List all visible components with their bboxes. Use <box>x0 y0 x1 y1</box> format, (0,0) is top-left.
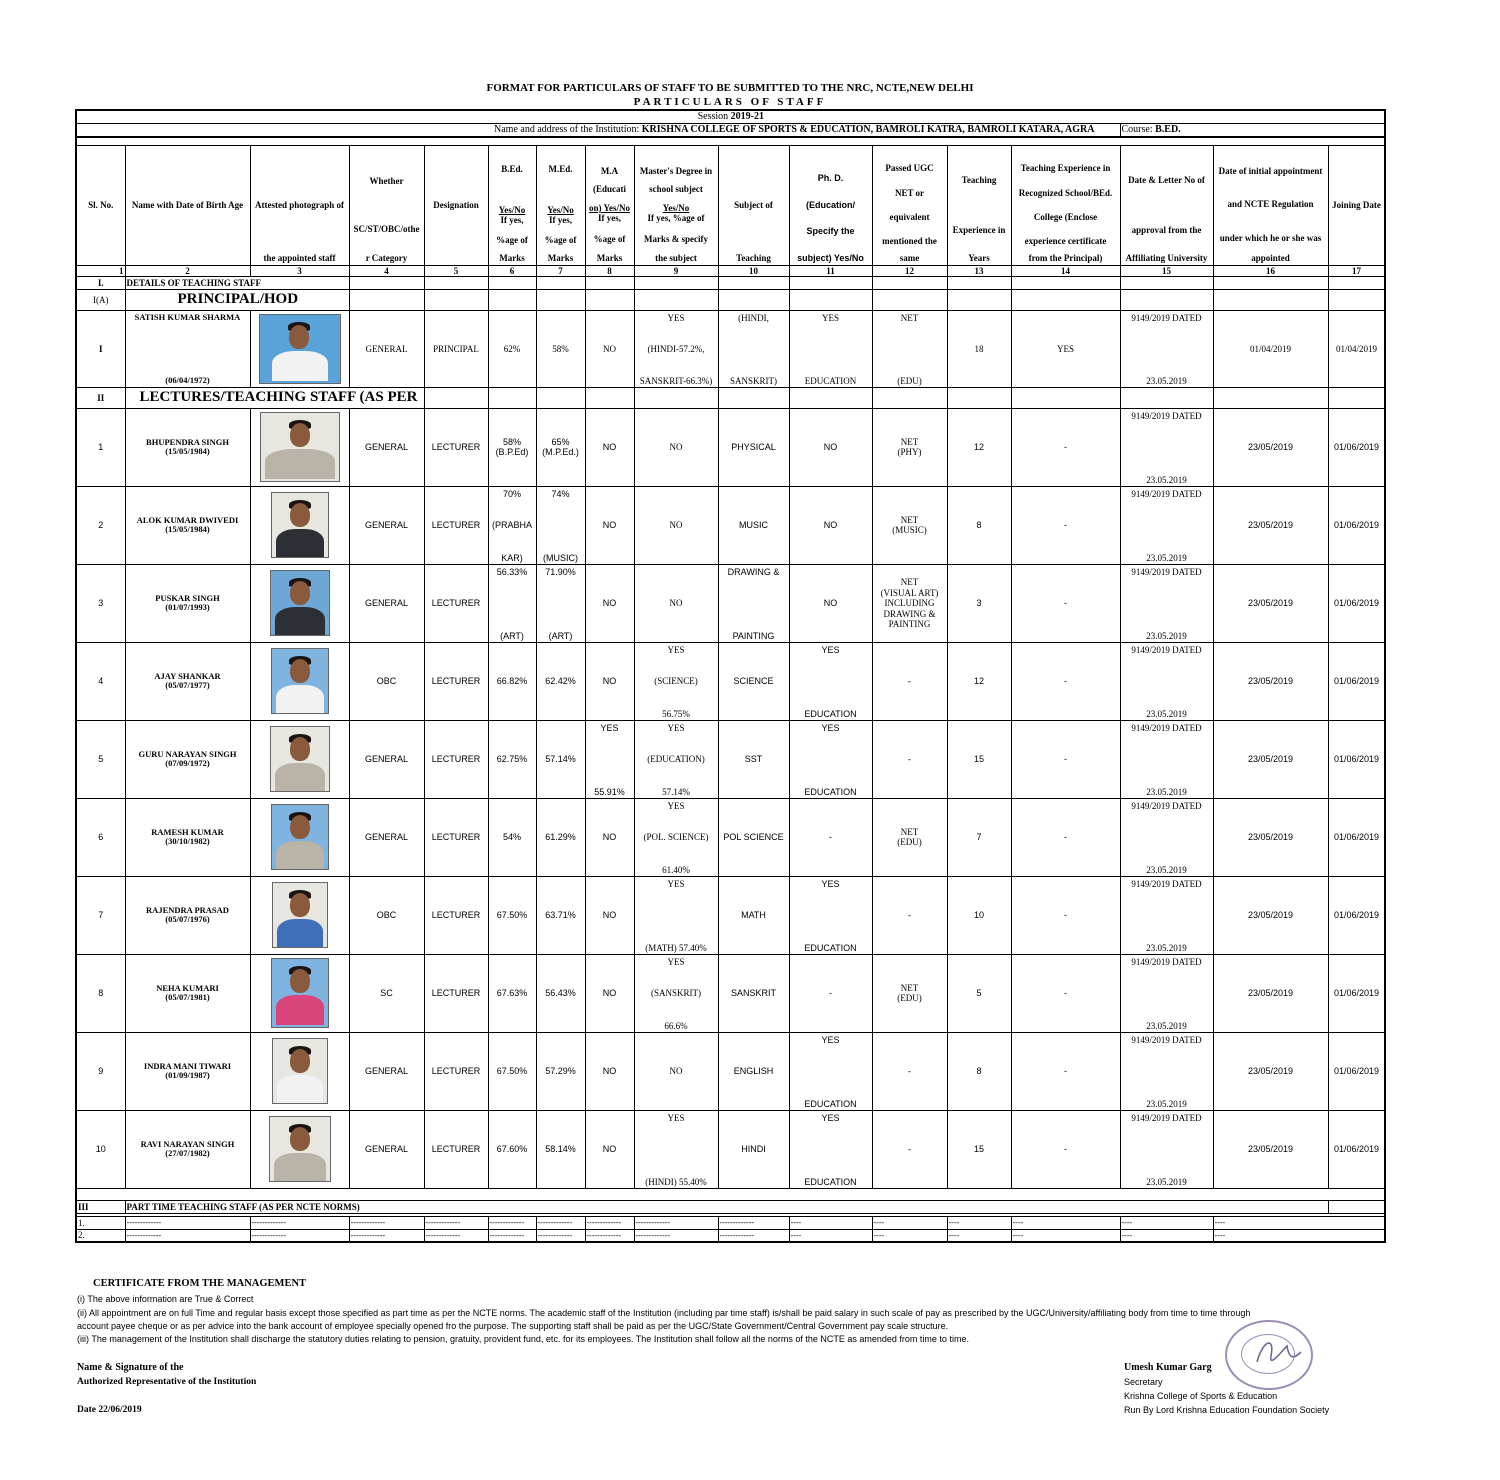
principal-row: I SATISH KUMAR SHARMA (06/04/1972) GENERAL PRINCIPAL 62% 58% NO YES (HINDI-57.2%, SANSKRIT-66.3%) (HINDI, SANSKRIT) YES EDUCATION NET (EDU) 18 YES 9149/2019 DATED 23.05.2019 01/04/2019 01/04/2019 <box>76 310 1385 387</box>
header-designation: Designation <box>424 145 488 265</box>
header-experience-school: Teaching Experience in Recognized School/BEd. College (Enclose experience certificate from the Principal) <box>1011 145 1120 265</box>
staff-photo-cell <box>250 720 349 798</box>
header-experience: Teaching Experience in Years <box>947 145 1011 265</box>
col-number: 11 <box>789 265 872 276</box>
column-number-row <box>76 265 1385 276</box>
staff-row: 9 INDRA MANI TIWARI (01/09/1987) GENERAL LECTURER 67.50% 57.29% NO NO ENGLISH YES EDUCATION - 8 - 9149/2019 DATED 23.05.2019 23/05/2019 01/06/2019 <box>76 1032 1385 1110</box>
staff-name-cell: PUSKAR SINGH (01/07/1993) <box>125 564 250 642</box>
staff-sl-no: 8 <box>76 954 125 1032</box>
signatory-society: Run By Lord Krishna Education Foundation Society <box>1124 1405 1330 1415</box>
staff-photo-cell <box>250 954 349 1032</box>
staff-row: 1 BHUPENDRA SINGH (15/05/1984) GENERAL LECTURER 58% (B.P.Ed) 65% (M.P.Ed.) NO NO PHYSICAL NO NET (PHY) 12 - 9149/2019 DATED 23.05.2019 23/05/2019 01/06/2019 <box>76 408 1385 486</box>
session-value: 2019-21 <box>730 111 764 122</box>
part-time-row: 1. ------------- ------------- ------------- ------------- ------------- ------------- ------------- ------------- ------------- ---- ---- ---- ---- ---- ---- <box>76 1216 1385 1229</box>
header-med: M.Ed. Yes/No If yes, %age of Marks <box>536 145 585 265</box>
session-row <box>76 110 1385 123</box>
col-number: 16 <box>1213 265 1328 276</box>
col-number: 15 <box>1120 265 1213 276</box>
signatory-role: Secretary <box>1124 1377 1163 1387</box>
staff-name-cell: RAJENDRA PRASAD (05/07/1976) <box>125 876 250 954</box>
staff-sl-no: 3 <box>76 564 125 642</box>
certificate-point-1: (i) The above information are True & Correct <box>77 1294 254 1304</box>
staff-sl-no: 6 <box>76 798 125 876</box>
staff-photo <box>260 412 340 482</box>
header-category: Whether SC/ST/OBC/othe r Category <box>349 145 424 265</box>
staff-sl-no: 5 <box>76 720 125 798</box>
header-subject: Subject of Teaching <box>718 145 789 265</box>
part-time-row: 2. ------------- ------------- ------------- ------------- ------------- ------------- ------------- ------------- ------------- ---- ---- ---- ---- ---- ---- <box>76 1229 1385 1242</box>
staff-photo-cell <box>250 642 349 720</box>
staff-name-cell: RAVI NARAYAN SINGH (27/07/1982) <box>125 1110 250 1188</box>
header-bed: B.Ed. Yes/No If yes, %age of Marks <box>488 145 536 265</box>
staff-photo <box>271 958 329 1028</box>
header-row <box>76 145 1385 265</box>
col-number: 2 <box>125 265 250 276</box>
header-ma: M.A (Educati on) Yes/No If yes, %age of Marks <box>585 145 634 265</box>
staff-photo <box>270 570 330 636</box>
staff-row: 8 NEHA KUMARI (05/07/1981) SC LECTURER 67.63% 56.43% NO YES (SANSKRIT) 66.6% SANSKRIT - NET (EDU) 5 - 9149/2019 DATED 23.05.2019 23/05/2019 01/06/2019 <box>76 954 1385 1032</box>
staff-photo <box>272 882 328 948</box>
staff-photo <box>272 1038 328 1104</box>
col-number: 6 <box>488 265 536 276</box>
staff-name-cell: RAMESH KUMAR (30/10/1982) <box>125 798 250 876</box>
col-number: 17 <box>1328 265 1385 276</box>
staff-name-cell: AJAY SHANKAR (05/07/1977) <box>125 642 250 720</box>
staff-row: 4 AJAY SHANKAR (05/07/1977) OBC LECTURER 66.82% 62.42% NO YES (SCIENCE) 56.75% SCIENCE YES EDUCATION - 12 - 9149/2019 DATED 23.05.2019 23/05/2019 01/06/2019 <box>76 642 1385 720</box>
staff-sl-no: 2 <box>76 486 125 564</box>
signatory-organization: Krishna College of Sports & Education <box>1124 1391 1278 1401</box>
institution-label: Name and address of the Institution: <box>494 124 640 135</box>
col-number: 1 <box>76 265 125 276</box>
header-name: Name with Date of Birth Age <box>125 145 250 265</box>
header-joining: Joining Date <box>1328 145 1385 265</box>
institution-row <box>76 123 1385 137</box>
staff-photo <box>271 492 329 558</box>
staff-photo <box>270 726 330 792</box>
staff-photo <box>271 648 329 714</box>
col-number: 8 <box>585 265 634 276</box>
staff-sl-no: 4 <box>76 642 125 720</box>
staff-sl-no: 10 <box>76 1110 125 1188</box>
header-appointment: Date of initial appointment and NCTE Regulation under which he or she was appointed <box>1213 145 1328 265</box>
col-number: 5 <box>424 265 488 276</box>
staff-name-cell: BHUPENDRA SINGH (15/05/1984) <box>125 408 250 486</box>
staff-photo-cell <box>250 1032 349 1110</box>
institution-seal <box>1225 1320 1313 1390</box>
staff-photo-cell <box>250 798 349 876</box>
staff-photo <box>271 804 329 870</box>
col-number: 7 <box>536 265 585 276</box>
header-approval: Date & Letter No of approval from the Affiliating University <box>1120 145 1213 265</box>
signatory-name: Umesh Kumar Garg <box>1124 1362 1212 1373</box>
col-number: 13 <box>947 265 1011 276</box>
header-phd: Ph. D. (Education/ Specify the subject) Yes/No <box>789 145 872 265</box>
course-value: B.ED. <box>1155 124 1181 135</box>
certificate-point-2b: account payee cheque or as per advice into the bank account of employee specially opened fro the purpose. The supporting staff shall be paid as per the UGC/State Government/Central Government pay scale structure. <box>77 1321 949 1331</box>
document-subtitle: PARTICULARS OF STAFF <box>633 96 827 108</box>
staff-sl-no: 7 <box>76 876 125 954</box>
staff-row: 7 RAJENDRA PRASAD (05/07/1976) OBC LECTURER 67.50% 63.71% NO YES (MATH) 57.40% MATH YES EDUCATION - 10 - 9149/2019 DATED 23.05.2019 23/05/2019 01/06/2019 <box>76 876 1385 954</box>
staff-name-cell: GURU NARAYAN SINGH (07/09/1972) <box>125 720 250 798</box>
document-date: Date 22/06/2019 <box>77 1405 142 1415</box>
section-lecturers: II LECTURES/TEACHING STAFF (AS PER <box>76 387 1385 408</box>
col-number: 4 <box>349 265 424 276</box>
document-title: FORMAT FOR PARTICULARS OF STAFF TO BE SUBMITTED TO THE NRC, NCTE,NEW DELHI <box>486 82 974 94</box>
col-number: 12 <box>872 265 947 276</box>
section-part-time: III PART TIME TEACHING STAFF (AS PER NCTE NORMS) <box>76 1200 1385 1213</box>
section-teaching-staff: I. DETAILS OF TEACHING STAFF <box>76 276 1385 289</box>
staff-photo-cell <box>250 876 349 954</box>
staff-name-cell: NEHA KUMARI (05/07/1981) <box>125 954 250 1032</box>
staff-row: 2 ALOK KUMAR DWIVEDI (15/05/1984) GENERAL LECTURER 70% (PRABHA KAR) 74% (MUSIC) NO NO MUSIC NO NET (MUSIC) 8 - 9149/2019 DATED 23.05.2019 23/05/2019 01/06/2019 <box>76 486 1385 564</box>
signatory-label-2: Authorized Representative of the Institution <box>77 1377 257 1387</box>
institution-name: KRISHNA COLLEGE OF SPORTS & EDUCATION, BAMROLI KATRA, BAMROLI KATARA, AGRA <box>641 124 1095 135</box>
certificate-heading: CERTIFICATE FROM THE MANAGEMENT <box>93 1278 307 1289</box>
staff-name-cell: ALOK KUMAR DWIVEDI (15/05/1984) <box>125 486 250 564</box>
signature-scribble <box>1227 1322 1311 1388</box>
staff-photo-cell <box>250 564 349 642</box>
header-photo: Attested photograph of the appointed staff <box>250 145 349 265</box>
principal-photo-cell <box>250 310 349 387</box>
header-net: Passed UGC NET or equivalent mentioned the same <box>872 145 947 265</box>
principal-photo <box>259 314 341 384</box>
staff-list <box>76 408 1385 1188</box>
part-time-list <box>76 1216 1385 1242</box>
certificate-point-3: (iii) The management of the Institution shall discharge the statutory duties relating to pension, gratuity, provident fund, etc. for its employees. The Institution shall follow all the norms of the NCTE as amended from time to time. <box>77 1334 969 1344</box>
col-number: 9 <box>634 265 718 276</box>
session-label: Session <box>697 111 729 122</box>
section-principal: I(A) PRINCIPAL/HOD <box>76 289 1385 310</box>
col-number: 3 <box>250 265 349 276</box>
staff-sl-no: 1 <box>76 408 125 486</box>
col-number: 10 <box>718 265 789 276</box>
staff-photo-cell <box>250 486 349 564</box>
certificate-point-2a: (ii) All appointment are on full Time and regular basis except those specified as part time as per the NCTE norms. The academic staff of the Institution (including par time staff) is/shall be paid salary in such scale of pay as prescribed by the UGC/University/affiliating body from time to time through <box>77 1308 1251 1318</box>
signatory-label: Name & Signature of the <box>77 1362 184 1373</box>
principal-dob: (06/04/1972) <box>165 375 210 386</box>
staff-row: 3 PUSKAR SINGH (01/07/1993) GENERAL LECTURER 56.33% (ART) 71.90% (ART) NO NO DRAWING & PAINTING NO NET (VISUAL ART) INCLUDING DRAWING & PAINTING 3 - 9149/2019 DATED 23.05.2019 23/05/2019 01/06/2019 <box>76 564 1385 642</box>
staff-sl-no: 9 <box>76 1032 125 1110</box>
staff-table <box>75 109 1386 1243</box>
staff-photo-cell <box>250 408 349 486</box>
principal-name: SATISH KUMAR SHARMA <box>134 311 241 322</box>
staff-row: 6 RAMESH KUMAR (30/10/1982) GENERAL LECTURER 54% 61.29% NO YES (POL. SCIENCE) 61.40% POL SCIENCE - NET (EDU) 7 - 9149/2019 DATED 23.05.2019 23/05/2019 01/06/2019 <box>76 798 1385 876</box>
staff-name-cell: INDRA MANI TIWARI (01/09/1987) <box>125 1032 250 1110</box>
staff-row: 5 GURU NARAYAN SINGH (07/09/1972) GENERAL LECTURER 62.75% 57.14% YES 55.91% YES (EDUCATION) 57.14% SST YES EDUCATION - 15 - 9149/2019 DATED 23.05.2019 23/05/2019 01/06/2019 <box>76 720 1385 798</box>
staff-photo-cell <box>250 1110 349 1188</box>
header-sl-no: Sl. No. <box>76 145 125 265</box>
staff-row: 10 RAVI NARAYAN SINGH (27/07/1982) GENERAL LECTURER 67.60% 58.14% NO YES (HINDI) 55.40% HINDI YES EDUCATION - 15 - 9149/2019 DATED 23.05.2019 23/05/2019 01/06/2019 <box>76 1110 1385 1188</box>
col-number: 14 <box>1011 265 1120 276</box>
staff-photo <box>269 1116 331 1182</box>
header-master: Master's Degree in school subject Yes/No If yes, %age of Marks & specify the subject <box>634 145 718 265</box>
course-label: Course: <box>1121 124 1153 135</box>
